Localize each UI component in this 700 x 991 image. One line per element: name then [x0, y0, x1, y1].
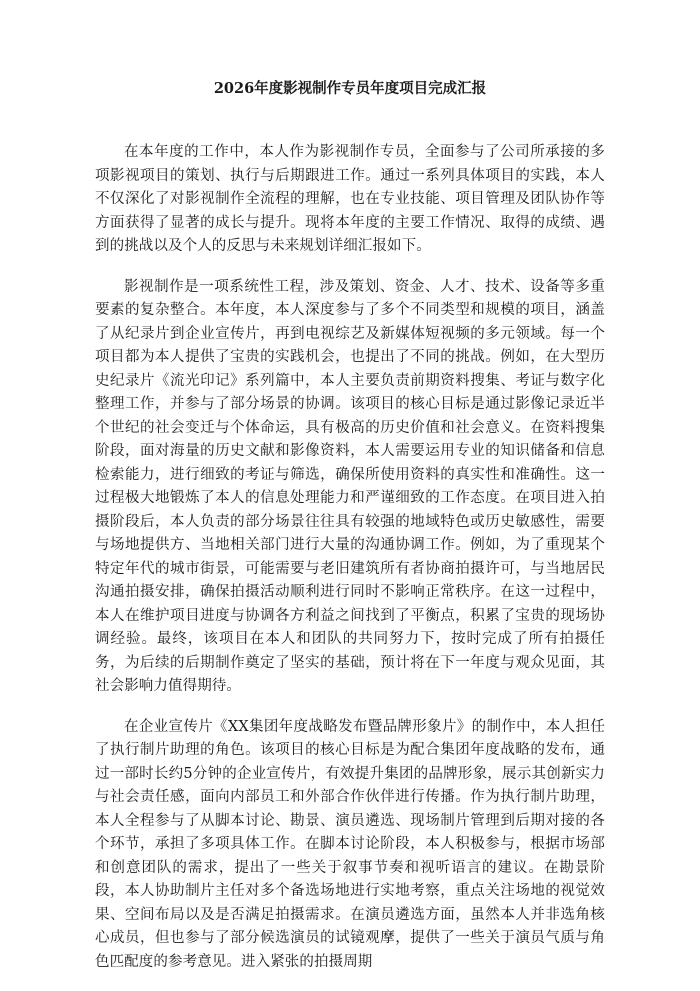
paragraph: 在本年度的工作中，本人作为影视制作专员，全面参与了公司所承接的多项影视项目的策划、执行与后期跟进工作。通过一系列具体项目的实践，本人不仅深化了对影视制作全流程的理解，也在专业技能、项目管理及团队协作等方面获得了显著的成长与提升。现将本年度的主要工作情况、取得的成绩、遇到的挑战以及个人的反思与未来规划详细汇报如下。 [95, 144, 605, 254]
document-body [95, 141, 605, 991]
document-title: 2026年度影视制作专员年度项目完成汇报 [213, 80, 487, 97]
paragraph: 在企业宣传片《XX集团年度战略发布暨品牌形象片》的制作中，本人担任了执行制片助理的角色。该项目的核心目标是为配合集团年度战略的发布，通过一部时长约5分钟的企业宣传片，有效提升集团的品牌形象，展示其创新实力与社会责任感，面向内部员工和外部合作伙伴进行传播。作为执行制片助理，本人全程参与了从脚本讨论、勘景、演员遴选、现场制片管理到后期对接的各个环节，承担了多项具体工作。在脚本讨论阶段，本人积极参与，根据市场部和创意团队的需求，提出了一些关于叙事节奏和视听语言的建议。在勘景阶段，本人协助制片主任对多个备选场地进行实地考察，重点关注场地的视觉效果、空间布局以及是否满足拍摄需求。在演员遴选方面，虽然本人并非选角核心成员，但也参与了部分候选演员的试镜观摩，提供了一些关于演员气质与角色匹配度的参考意见。进入紧张的拍摄周期 [95, 718, 605, 970]
paragraph: 影视制作是一项系统性工程，涉及策划、资金、人才、技术、设备等多重要素的复杂整合。本年度，本人深度参与了多个不同类型和规模的项目，涵盖了从纪录片到企业宣传片，再到电视综艺及新媒体短视频的多元领域。每一个项目都为本人提供了宝贵的实践机会，也提出了不同的挑战。例如，在大型历史纪录片《流光印记》系列篇中，本人主要负责前期资料搜集、考证与数字化整理工作，并参与了部分场景的协调。该项目的核心目标是通过影像记录近半个世纪的社会变迁与个体命运，具有极高的历史价值和社会意义。在资料搜集阶段，面对海量的历史文献和影像资料，本人需要运用专业的知识储备和信息检索能力，进行细致的考证与筛选，确保所使用资料的真实性和准确性。这一过程极大地锻炼了本人的信息处理能力和严谨细致的工作态度。在项目进入拍摄阶段后，本人负责的部分场景往往具有较强的地域特色或历史敏感性，需要与场地提供方、当地相关部门进行大量的沟通协调工作。例如，为了重现某个特定年代的城市街景，可能需要与老旧建筑所有者协商拍摄许可，与当地居民沟通拍摄安排，确保拍摄活动顺利进行同时不影响正常秩序。在这一过程中，本人在维护项目进度与协调各方利益之间找到了平衡点，积累了宝贵的现场协调经验。最终，该项目在本人和团队的共同努力下，按时完成了所有拍摄任务，为后续的后期制作奠定了坚实的基础，预计将在下一年度与观众见面，其社会影响力值得期待。 [95, 278, 605, 694]
